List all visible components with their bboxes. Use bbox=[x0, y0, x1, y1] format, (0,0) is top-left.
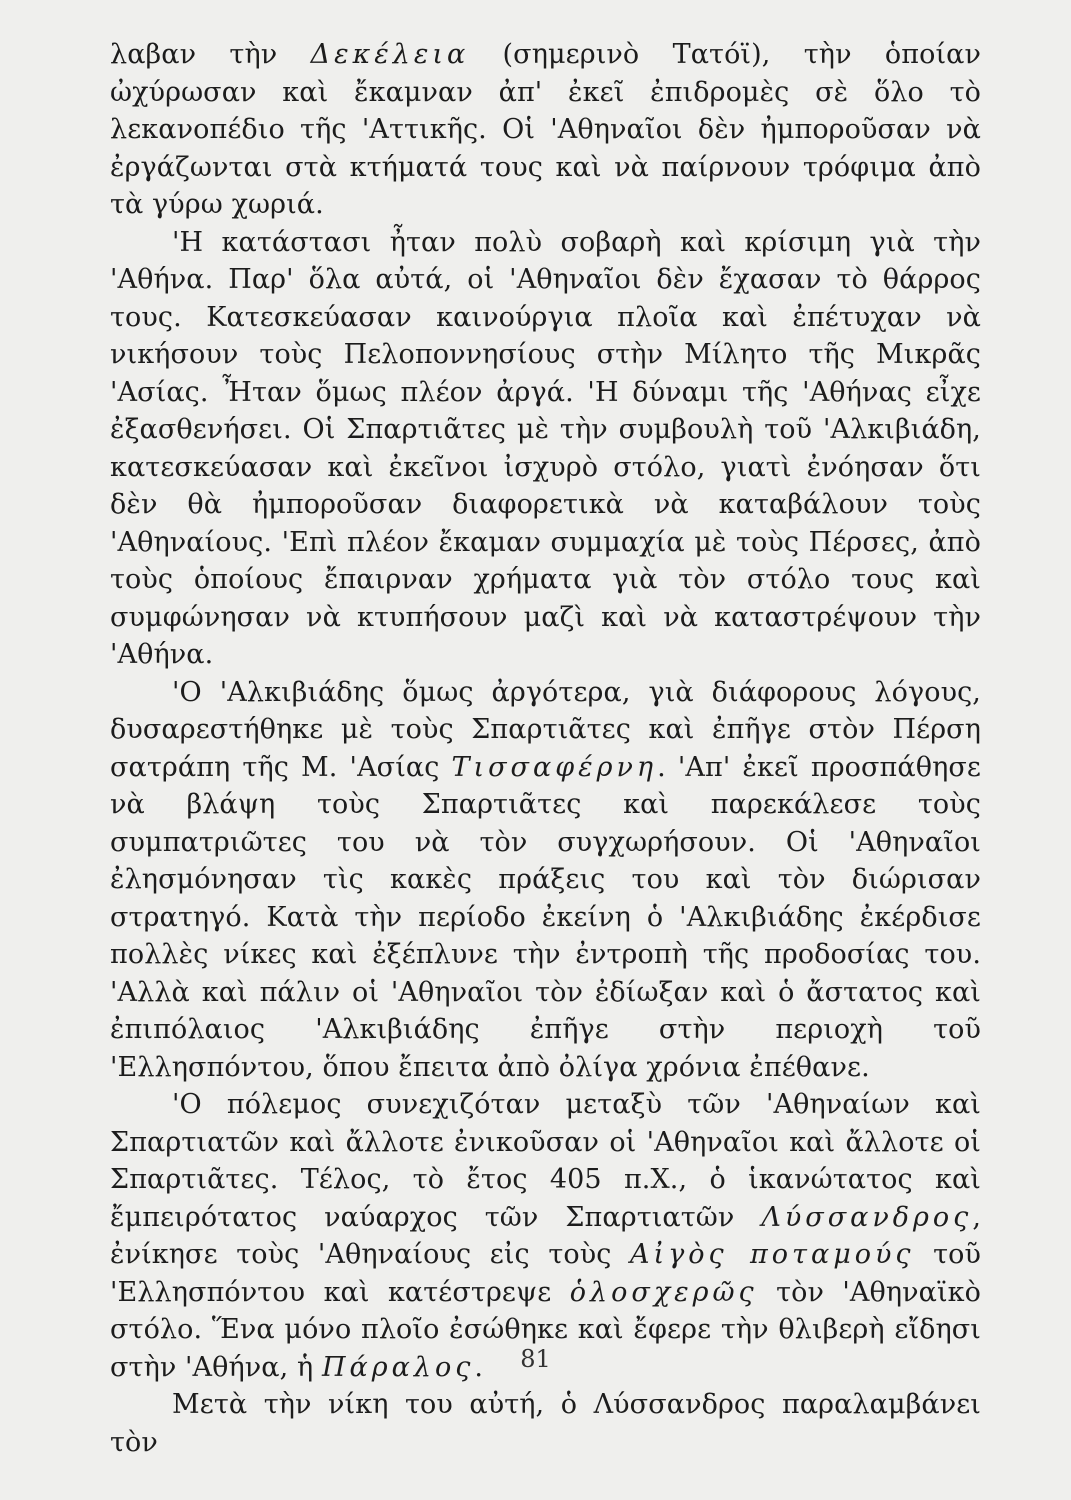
text-run: 'Η κατάστασι ἦταν πολὺ σοβαρὴ καὶ κρίσιμη γιὰ τὴν 'Αθήνα. Παρ' ὅλα αὐτά, οἱ 'Αθηναῖοι δὲν ἔχασαν τὸ θάρρος τους. Κατεσκεύασαν καινούργια πλοῖα καὶ ἐπέτυχαν νὰ νικήσουν τοὺς Πελοποννησίους στὴν Μίλητο τῆς Μικρᾶς 'Ασίας. Ἦταν ὅμως πλέον ἀργά. 'Η δύναμι τῆς 'Αθήνας εἶχε ἐξασθενήσει. Οἱ Σπαρτιᾶτες μὲ τὴν συμβουλὴ τοῦ 'Αλκιβιάδη, κατεσκεύασαν καὶ ἐκεῖνοι ἰσχυρὸ στόλο, γιατὶ ἐνόησαν ὅτι δὲν θὰ ἠμποροῦσαν διαφορετικὰ νὰ καταβάλουν τοὺς 'Αθηναίους. 'Επὶ πλέον ἔκαμαν συμμαχία μὲ τοὺς Πέρσες, ἀπὸ τοὺς ὁποίους ἔπαιρναν χρήματα γιὰ τὸν στόλο τους καὶ συμφώνησαν νὰ κτυπήσουν μαζὶ καὶ νὰ καταστρέψουν τὴν 'Αθήνα. bbox=[110, 226, 981, 670]
paragraph bbox=[110, 674, 981, 1087]
text-run: 'Ο 'Αλκιβιάδης ὅμως ἀργότερα, γιὰ διάφορους λόγους, δυσαρεστήθηκε μὲ τοὺς Σπαρτιᾶτες καὶ ἐπῆγε στὸν Πέρση σατράπη τῆς Μ. 'Ασίας bbox=[110, 676, 981, 783]
text-run: 'Ο πόλεμος συνεχιζόταν μεταξὺ τῶν 'Αθηναίων καὶ Σπαρτιατῶν καὶ ἄλλοτε ἐνικοῦσαν οἱ 'Αθηναῖοι καὶ ἄλλοτε οἱ Σπαρτιᾶτες. Τέλος, τὸ ἔτος 405 π.Χ., ὁ ἱκανώτατος καὶ ἔμπειρότατος ναύαρχος τῶν Σπαρτιατῶν bbox=[110, 1089, 981, 1233]
spaced-emphasis: ὁλοσχερῶς bbox=[569, 1276, 758, 1308]
text-run: λαβαν τὴν bbox=[110, 39, 311, 70]
text-run: (σημερινὸ Τατόϊ), τὴν ὁποίαν ὠχύρωσαν καὶ ἔκαμναν ἀπ' ἐκεῖ ἐπιδρομὲς σὲ ὅλο τὸ λεκανοπέδιο τῆς 'Αττικῆς. Οἱ 'Αθηναῖοι δὲν ἠμποροῦσαν νὰ ἐργάζωνται στὰ κτήματά τους καὶ νὰ παίρνουν τρόφιμα ἀπὸ τὰ γύρω χωριά. bbox=[110, 39, 982, 220]
paragraph bbox=[110, 1386, 981, 1461]
spaced-emphasis: Αἰγὸς ποταμούς bbox=[629, 1239, 915, 1270]
text-run: . 'Απ' ἐκεῖ προσπάθησε νὰ βλάψη τοὺς Σπαρτιᾶτες καὶ παρεκάλεσε τοὺς συμπατριῶτες του νὰ τὸν συγχωρήσουν. Οἱ 'Αθηναῖοι ἐλησμόνησαν τὶς κακὲς πράξεις του καὶ τὸν διώρισαν στρατηγό. Κατὰ τὴν περίοδο ἐκείνη ὁ 'Αλκιβιάδης ἐκέρδισε πολλὲς νίκες καὶ ἐξέπλυνε τὴν ἐντροπὴ τῆς προδοσίας του. 'Αλλὰ καὶ πάλιν οἱ 'Αθηναῖοι τὸν ἐδίωξαν καὶ ὁ ἄστατος καὶ ἐπιπόλαιος 'Αλκιβιάδης ἐπῆγε στὴν περιοχὴ τοῦ 'Ελλησπόντου, ὅπου ἔπειτα ἀπὸ ὀλίγα χρόνια ἐπέθανε. bbox=[110, 751, 981, 1083]
text-run: τοῦ 'Ελλησπόντου καὶ κατέστρεψε bbox=[110, 1239, 981, 1308]
text-run: , ἐνίκησε τοὺς 'Αθηναίους εἰς τοὺς bbox=[110, 1201, 981, 1270]
paragraph bbox=[110, 224, 981, 674]
text-run: . bbox=[474, 1351, 484, 1383]
spaced-emphasis: Δεκέλεια bbox=[310, 39, 470, 70]
paragraph bbox=[110, 36, 981, 224]
body-text bbox=[110, 36, 981, 1461]
page-number: 81 bbox=[520, 1345, 551, 1373]
spaced-emphasis: Λύσσανδρος bbox=[761, 1201, 973, 1233]
spaced-emphasis: Πάραλος bbox=[321, 1351, 475, 1383]
text-run: Μετὰ τὴν νίκη του αὐτή, ὁ Λύσσανδρος παραλαμβάνει τὸν bbox=[110, 1389, 981, 1458]
spaced-emphasis: Τισσαφέρνη bbox=[451, 751, 658, 783]
paragraph bbox=[110, 1086, 981, 1386]
text-run: τὸν 'Αθηναϊκὸ στόλο. Ἕνα μόνο πλοῖο ἐσώθηκε καὶ ἔφερε τὴν θλιβερὴ εἴδησι στὴν 'Αθήνα, ἡ bbox=[110, 1276, 981, 1383]
